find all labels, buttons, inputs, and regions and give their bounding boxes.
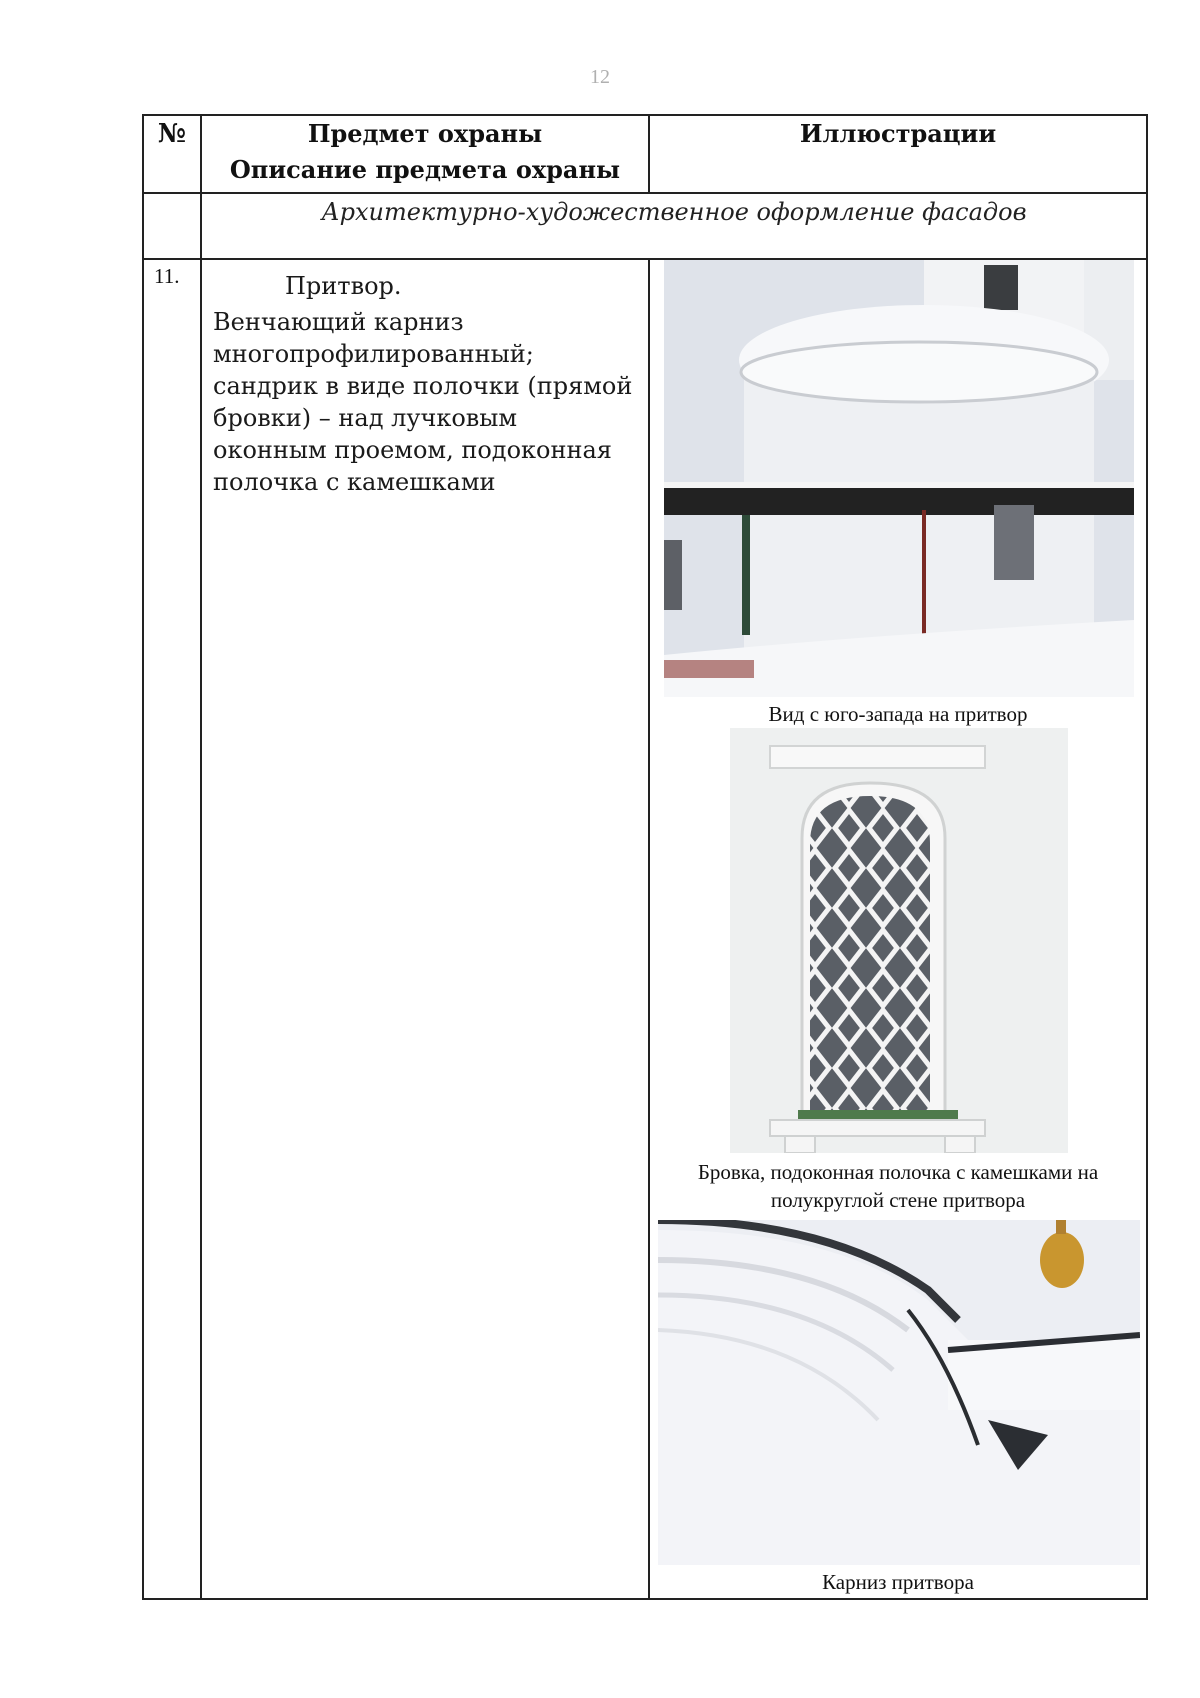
section-empty-cell <box>143 193 201 259</box>
header-subject <box>201 115 649 193</box>
caption-cornice: Карниз притвора <box>822 1570 974 1594</box>
page-number: 12 <box>590 66 610 88</box>
photo-southwest-view <box>664 260 1134 697</box>
caption-southwest-view: Вид с юго-запада на притвор <box>768 702 1028 726</box>
photo-window-detail <box>730 728 1068 1153</box>
table-row <box>143 259 1147 1599</box>
protection-table <box>142 114 1148 1600</box>
caption-window-detail: Бровка, подоконная полочка с камешками на полукруглой стене притвора <box>697 1160 1099 1212</box>
row-illustrations-cell <box>649 259 1147 1599</box>
section-title: Архитектурно-художественное оформление фасадов <box>201 193 1147 259</box>
row-description-cell <box>201 259 649 1599</box>
row-heading: Притвор. <box>285 272 402 300</box>
header-number: № <box>143 115 201 193</box>
header-subject-line2: Описание предмета охраны <box>229 155 621 184</box>
row-number: 11. <box>143 259 201 1599</box>
header-subject-line1: Предмет охраны <box>307 119 543 148</box>
section-row <box>143 193 1147 259</box>
row-description: Венчающий карниз многопрофилированный; сандрик в виде полочки (прямой бровки) – над лучковым оконным проемом, подоконная полочка с камешками <box>213 308 633 496</box>
photo-cornice <box>658 1220 1140 1565</box>
table-header-row <box>143 115 1147 193</box>
header-illustrations: Иллюстрации <box>649 115 1147 193</box>
